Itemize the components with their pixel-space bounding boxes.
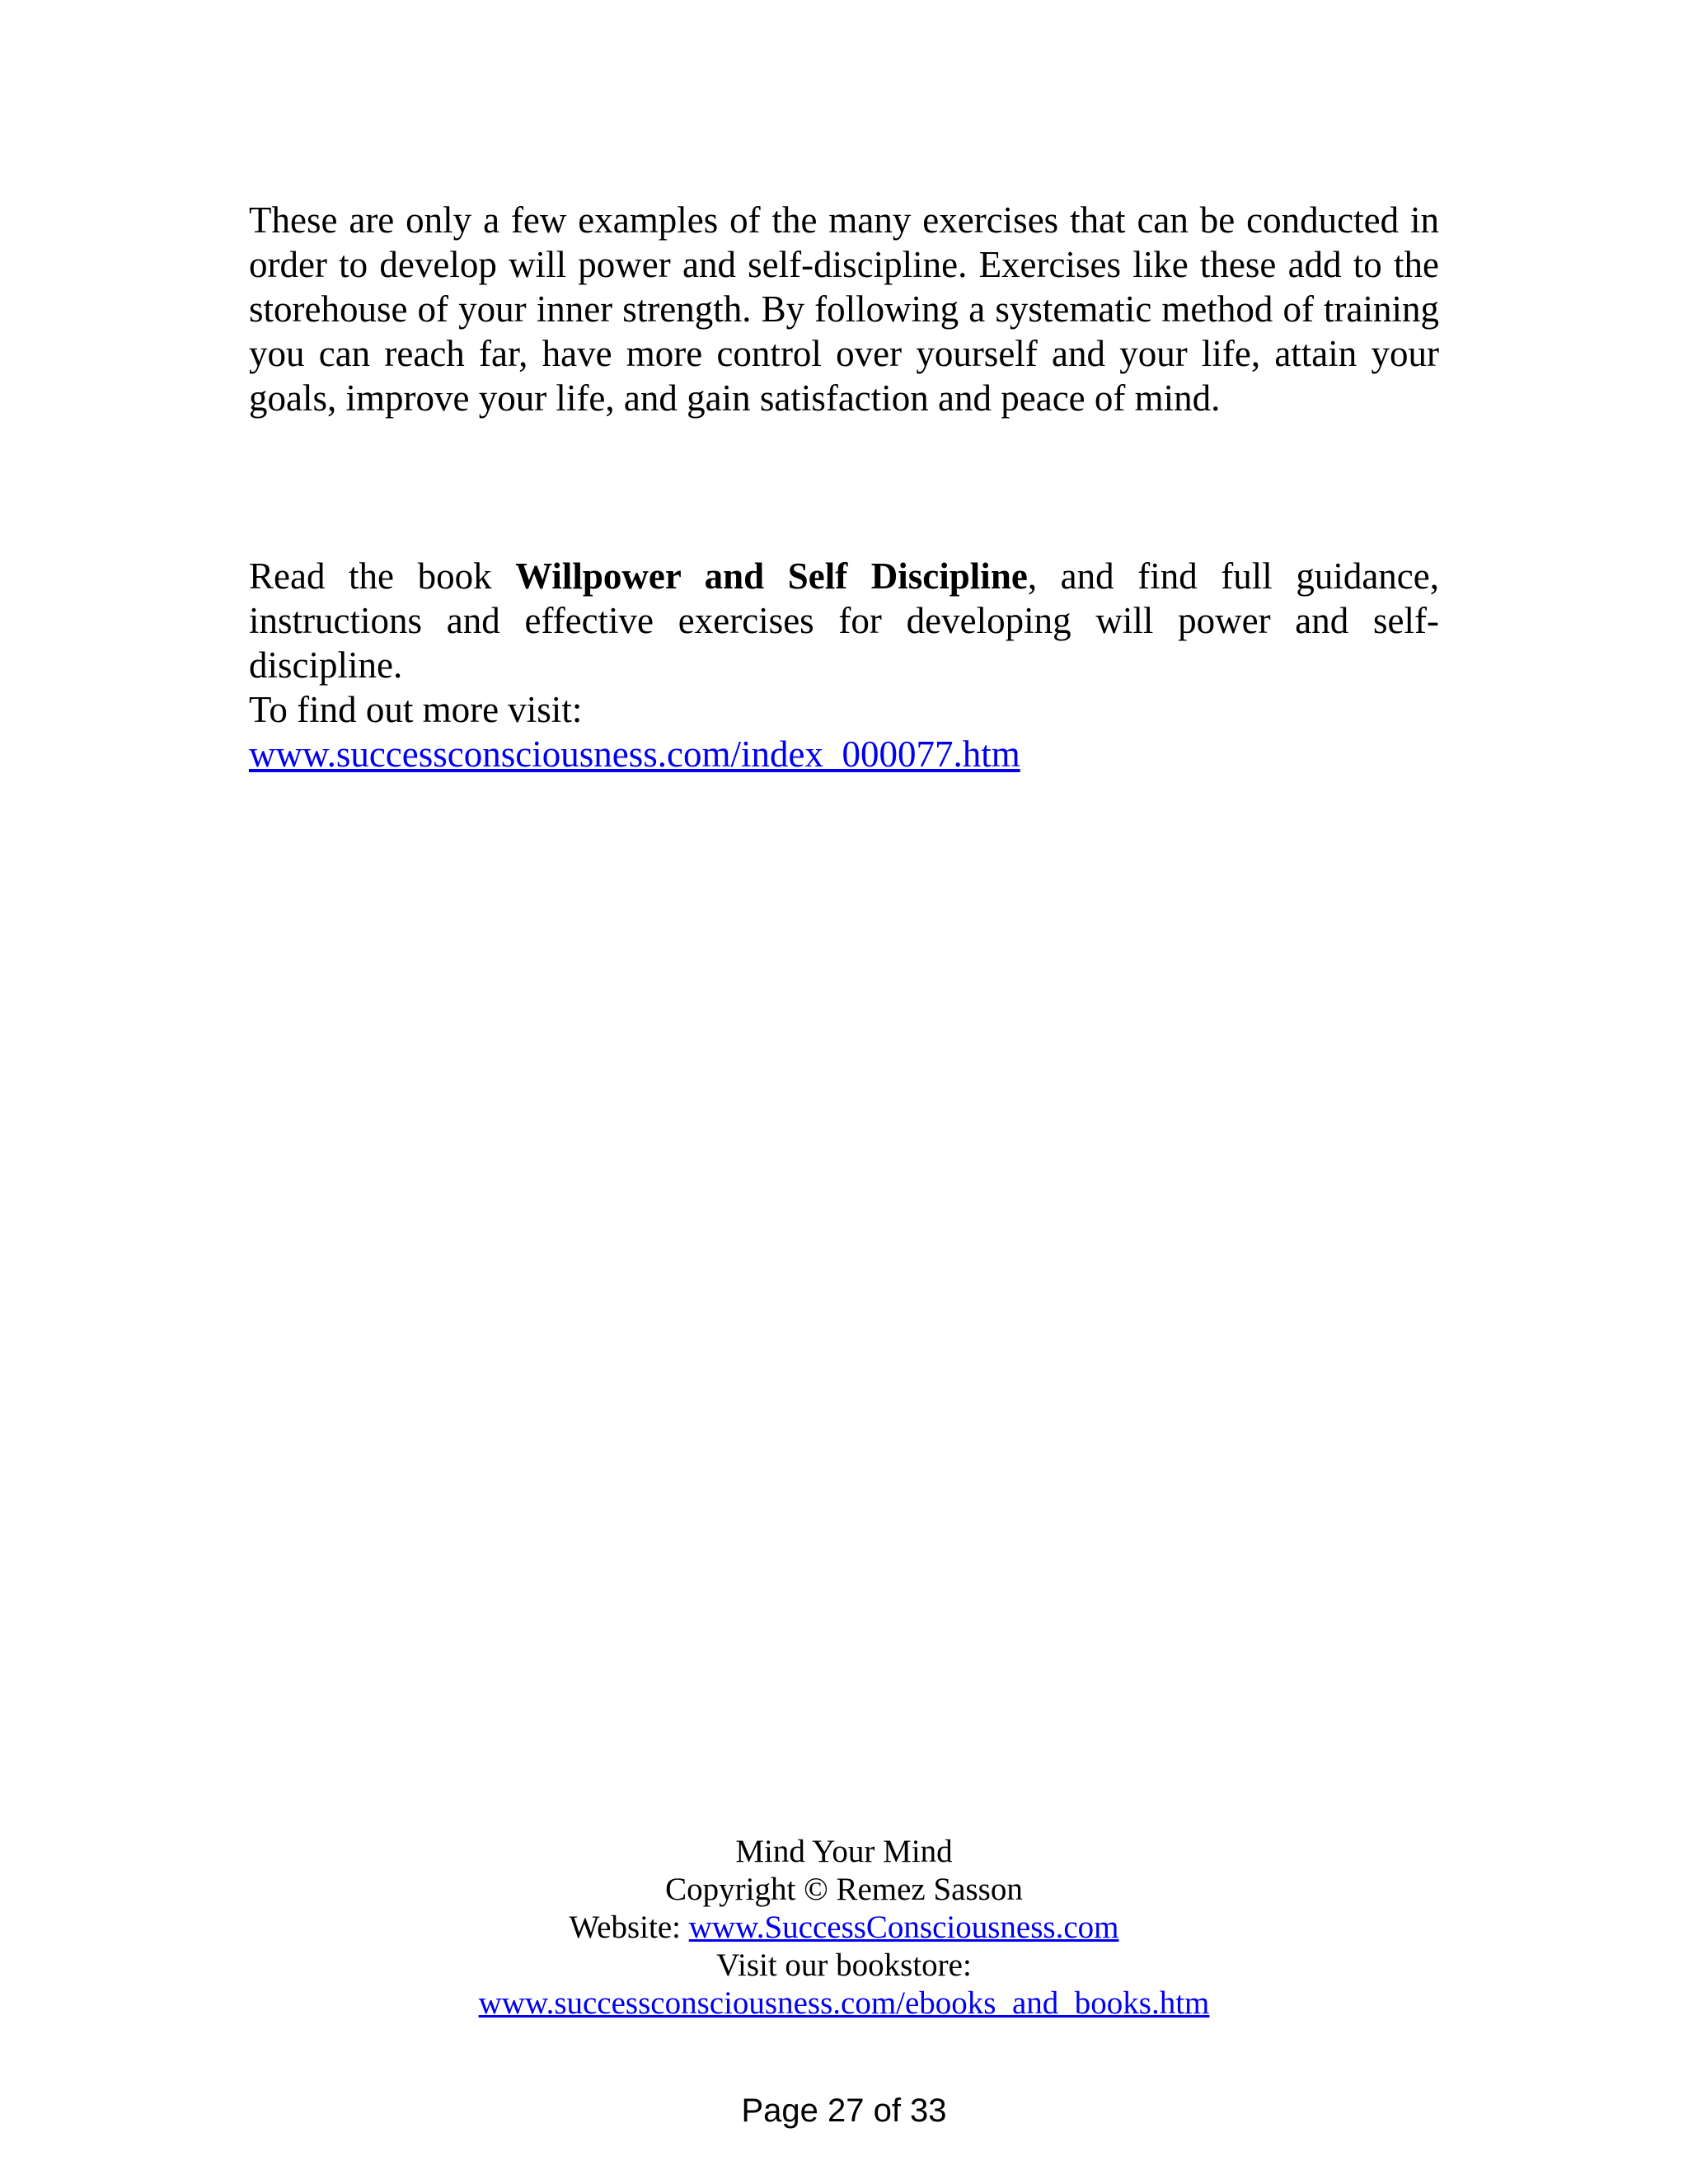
book-title: Willpower and Self Discipline	[515, 555, 1028, 597]
exercises-summary-paragraph: These are only a few examples of the many exercises that can be conducted in order to develop will power and self-discipline. Exercises like these add to the storehouse of your inner strength. By following a systematic method of training you can reach far, have more control over yourself and your life, attain your goals, improve your life, and gain satisfaction and peace of mind.	[249, 199, 1439, 419]
find-out-more-text: To find out more visit:	[249, 689, 583, 730]
footer-copyright: Copyright © Remez Sasson	[665, 1872, 1023, 1907]
promo-text-before: Read the book	[249, 555, 516, 597]
promo-text-after: , and find full guidance, instructions and effective exercises for developing will power and self-discipline.	[249, 555, 1440, 686]
footer-bookstore-line	[0, 1985, 1688, 2022]
footer-bookstore-label: Visit our bookstore:	[716, 1947, 972, 1983]
website-link[interactable]: www.SuccessConsciousness.com	[688, 1910, 1119, 1945]
book-promo-paragraph	[249, 554, 1439, 687]
bookstore-link[interactable]: www.successconsciousness.com/ebooks_and_books.htm	[478, 1985, 1210, 2021]
website-label: Website:	[569, 1910, 689, 1945]
page-footer	[0, 1833, 1688, 2022]
footer-website-line	[0, 1909, 1688, 1947]
page-number: Page 27 of 33	[741, 2093, 947, 2129]
book-link[interactable]: www.successconsciousness.com/index_000077.htm	[249, 733, 1020, 775]
footer-title: Mind Your Mind	[735, 1834, 953, 1869]
book-link-line	[249, 732, 1439, 776]
document-body	[249, 198, 1439, 776]
